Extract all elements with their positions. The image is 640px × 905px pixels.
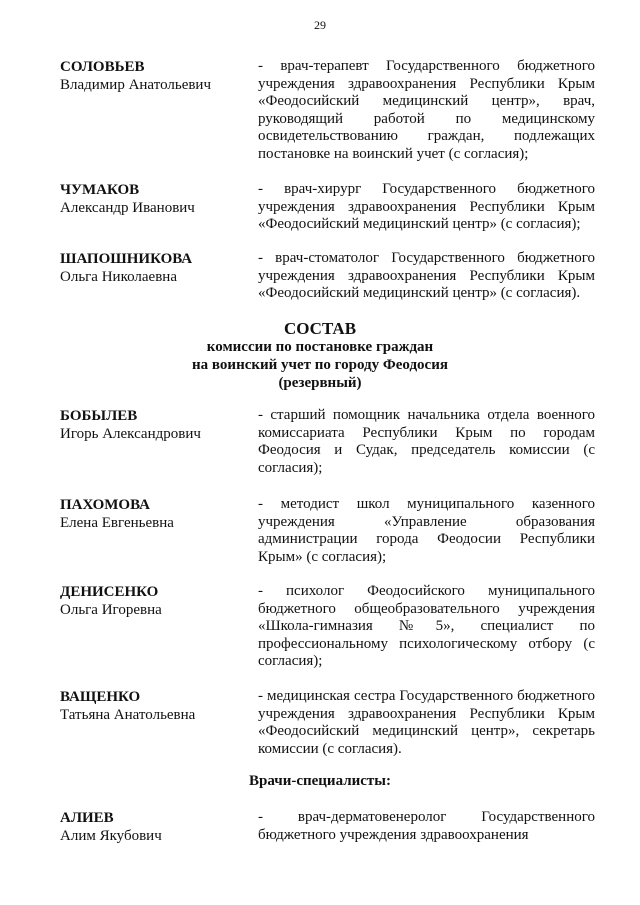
member-name (60, 58, 250, 94)
member-name (60, 809, 250, 845)
member-given-name: Владимир Анатольевич (60, 77, 212, 93)
member-given-name: Ольга Николаевна (60, 269, 177, 285)
member-description: - врач-дерматовенеролог Государственного бюджетного учреждения здравоохранения (258, 809, 595, 843)
section-subtitle-line: комиссии по постановке граждан (206, 339, 434, 355)
section-heading (0, 320, 640, 392)
member-name (60, 583, 250, 619)
member-name (60, 181, 250, 217)
member-surname: СОЛОВЬЕВ (60, 59, 145, 75)
member-given-name: Игорь Александрович (60, 426, 201, 442)
member-surname: ДЕНИСЕНКО (60, 584, 159, 600)
member-given-name: Татьяна Анатольевна (60, 707, 196, 723)
member-description: - врач-хирург Государственного бюджетного учреждения здравоохранения Республики Крым «Феодосийский медицинский центр» (с согласия); (258, 181, 595, 232)
member-description: - врач-стоматолог Государственного бюджетного учреждения здравоохранения Республики Крым «Феодосийский медицинский центр» (с согласия). (258, 250, 595, 301)
member-surname: ШАПОШНИКОВА (60, 251, 193, 267)
member-name (60, 688, 250, 724)
section-title: СОСТАВ (283, 319, 357, 338)
member-surname: АЛИЕВ (60, 810, 114, 826)
member-description: - старший помощник начальника отдела военного комиссариата Республики Крым по городам Феодосия и Судак, председатель комиссии (с согласия); (258, 407, 595, 476)
member-description: - медицинская сестра Государственного бюджетного учреждения здравоохранения Республики Крым «Феодосийский медицинский центр», секретарь комиссии (с согласия). (258, 688, 595, 757)
member-given-name: Ольга Игоревна (60, 602, 162, 618)
member-description: - врач-терапевт Государственного бюджетного учреждения здравоохранения Республики Крым «Феодосийский медицинский центр», врач, руководящий работой по медицинскому освидетельствованию граждан, подлежащих постановке на воинский учет (с согласия); (258, 58, 595, 162)
specialists-heading: Врачи-специалисты: (248, 773, 391, 789)
member-given-name: Александр Иванович (60, 200, 195, 216)
page-number: 29 (314, 18, 326, 32)
member-given-name: Алим Якубович (60, 828, 162, 844)
section-subtitle-line: (резервный) (278, 375, 362, 391)
member-description: - методист школ муниципального казенного учреждения «Управление образования администрации города Феодосии Республики Крым» (с согласия); (258, 496, 595, 565)
member-surname: ПАХОМОВА (60, 497, 150, 513)
member-surname: ЧУМАКОВ (60, 182, 140, 198)
member-description: - психолог Феодосийского муниципального бюджетного общеобразовательного учреждения «Школа-гимназия №5», специалист по профессиональному психологическому отбору (с согласия); (258, 583, 595, 669)
member-surname: ВАЩЕНКО (60, 689, 141, 705)
member-name (60, 250, 250, 286)
member-name (60, 407, 250, 443)
member-given-name: Елена Евгеньевна (60, 515, 174, 531)
member-surname: БОБЫЛЕВ (60, 408, 138, 424)
section-subtitle-line: на воинский учет по городу Феодосия (192, 357, 448, 373)
member-name (60, 496, 250, 532)
